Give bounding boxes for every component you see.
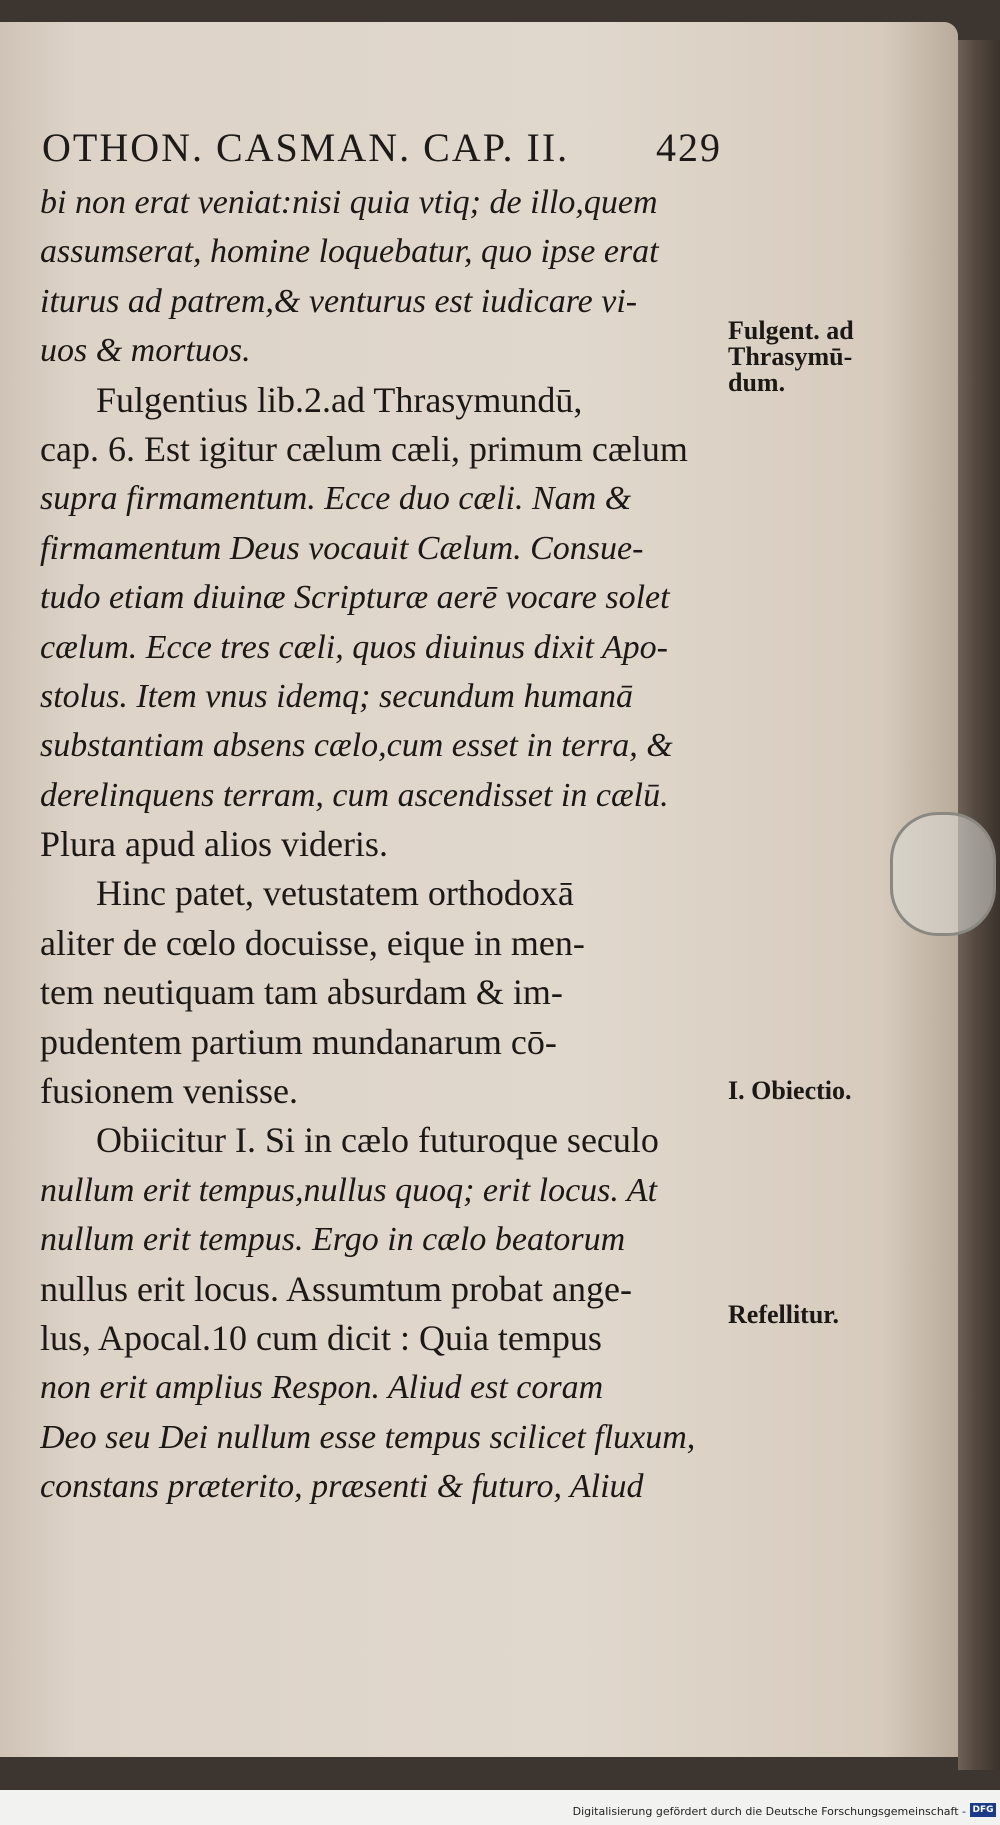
text-line: tudo etiam diuinæ Scripturæ aerē vocare solet <box>40 579 670 617</box>
text-line: stolus. Item vnus idemq; secundum humanā <box>40 677 634 715</box>
margin-note-fulgentius <box>728 318 888 396</box>
margin-note-line: dum. <box>728 368 786 397</box>
dfg-logo: DFG <box>970 1803 996 1817</box>
page-number: 429 <box>656 125 722 170</box>
text-line: pudentem partium mundanarum cō- <box>40 1021 557 1062</box>
text-line: non erit amplius Respon. Aliud est coram <box>40 1369 604 1407</box>
text-line: lus, Apocal.10 cum dicit : Quia tempus <box>40 1317 602 1358</box>
text-line: tem neutiquam tam absurdam & im- <box>40 972 563 1013</box>
margin-note-obiectio <box>728 1078 888 1104</box>
text-line: cælum. Ecce tres cæli, quos diuinus dixit Apo- <box>40 628 668 666</box>
page-clip <box>890 812 996 936</box>
footer-credit: Digitalisierung gefördert durch die Deutsche Forschungsgemeinschaft - <box>572 1805 966 1818</box>
text-line: Obiicitur I. Si in cælo futuroque seculo <box>96 1120 659 1161</box>
footer-bar <box>0 1795 1000 1825</box>
text-line: derelinquens terram, cum ascendisset in cælū. <box>40 776 669 814</box>
text-line: nullum erit tempus,nullus quoq; erit locus. At <box>40 1171 658 1209</box>
text-line: Hinc patet, vetustatem orthodoxā <box>96 873 574 914</box>
text-line: supra firmamentum. Ecce duo cæli. Nam & <box>40 480 632 518</box>
text-line: bi non erat veniat:nisi quia vtiq; de illo,quem <box>40 184 658 221</box>
text-line: Fulgentius lib.2.ad Thrasymundū, <box>96 379 583 420</box>
margin-note-line: I. Obiectio. <box>728 1076 852 1105</box>
margin-note-line: Thrasymū- <box>728 342 853 371</box>
margin-note-line: Refellitur. <box>728 1300 839 1329</box>
text-line: Plura apud alios videris. <box>40 824 388 865</box>
margin-note-line: Fulgent. ad <box>728 316 854 345</box>
text-line: fusionem venisse. <box>40 1071 298 1112</box>
text-line: cap. 6. Est igitur cælum cæli, primum cælum <box>40 428 688 469</box>
text-line: Deo seu Dei nullum esse tempus scilicet fluxum, <box>40 1418 696 1456</box>
text-line: firmamentum Deus vocauit Cælum. Consue- <box>40 529 644 567</box>
text-line: substantiam absens cælo,cum esset in terra, & <box>40 727 673 765</box>
margin-note-refellitur <box>728 1302 888 1328</box>
text-line: uos & mortuos. <box>40 332 251 370</box>
text-line: constans præterito, præsenti & futuro, Aliud <box>40 1468 644 1506</box>
text-line: assumserat, homine loquebatur, quo ipse erat <box>40 233 659 271</box>
text-line: nullum erit tempus. Ergo in cælo beatorum <box>40 1221 626 1259</box>
running-header <box>42 124 722 176</box>
text-line: iturus ad patrem,& venturus est iudicare vi- <box>40 282 638 320</box>
text-line: nullus erit locus. Assumtum probat ange- <box>40 1268 632 1309</box>
running-title: OTHON. CASMAN. CAP. II. <box>42 125 570 170</box>
text-line: aliter de cœlo docuisse, eique in men- <box>40 922 585 963</box>
body-text <box>40 178 720 1512</box>
